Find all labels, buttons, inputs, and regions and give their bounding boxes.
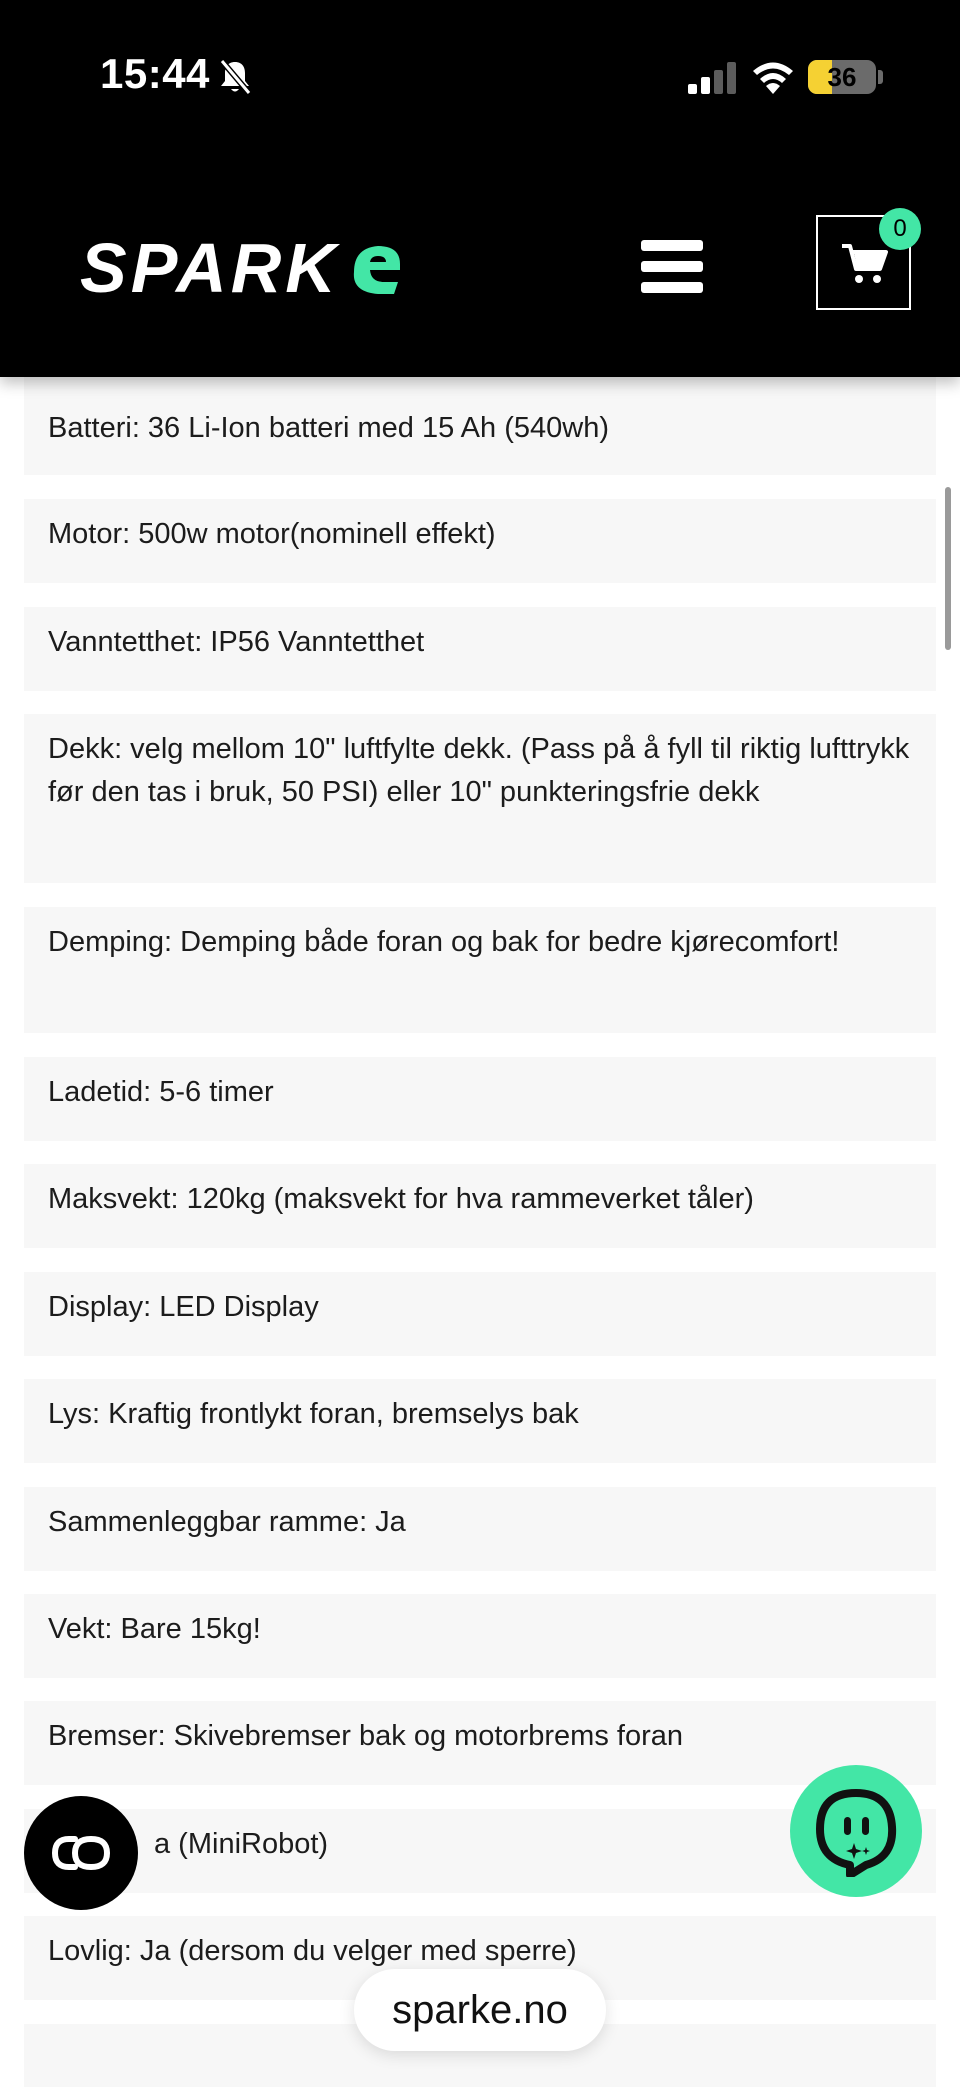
list-item: Maksvekt: 120kg (maksvekt for hva rammeverket tåler)	[24, 1164, 936, 1248]
hamburger-icon	[641, 240, 703, 251]
cellular-signal-icon	[688, 62, 736, 94]
battery-level-text: 36	[827, 62, 857, 92]
list-item: Dekk: velg mellom 10" luftfylte dekk. (Pass på å fyll til riktig lufttrykk før den tas i bruk, 50 PSI) eller 10" punkteringsfrie dekk	[24, 714, 936, 883]
list-item: Vekt: Bare 15kg!	[24, 1594, 936, 1678]
menu-button[interactable]	[641, 240, 703, 294]
address-bar-url[interactable]: sparke.no	[354, 1969, 606, 2051]
header-bar	[0, 0, 960, 377]
chat-bot-icon	[810, 1785, 902, 1877]
silent-bell-icon	[218, 58, 252, 96]
cart-count-badge: 0	[879, 208, 921, 250]
wifi-icon	[752, 60, 794, 94]
chat-bot-button[interactable]	[790, 1765, 922, 1897]
sparke-logo[interactable]	[80, 229, 406, 307]
list-item: a (MiniRobot)	[24, 1809, 936, 1893]
logo-accent-e	[346, 238, 406, 298]
cart-icon	[842, 243, 888, 285]
list-item: Bremser: Skivebremser bak og motorbrems foran	[24, 1701, 936, 1785]
co-floating-button[interactable]	[24, 1796, 138, 1910]
status-time: 15:44	[100, 50, 210, 97]
battery-tip	[878, 70, 883, 84]
list-item: Batteri: 36 Li-Ion batteri med 15 Ah (540wh)	[24, 377, 936, 475]
list-item: Vanntetthet: IP56 Vanntetthet	[24, 607, 936, 691]
list-item: Motor: 500w motor(nominell effekt)	[24, 499, 936, 583]
list-item: Lys: Kraftig frontlykt foran, bremselys bak	[24, 1379, 936, 1463]
hamburger-line	[641, 261, 703, 272]
list-item: Demping: Demping både foran og bak for bedre kjørecomfort!	[24, 907, 936, 1033]
list-item: Sammenleggbar ramme: Ja	[24, 1487, 936, 1571]
list-item: Ladetid: 5-6 timer	[24, 1057, 936, 1141]
scrollbar[interactable]	[945, 487, 951, 650]
hamburger-line	[641, 282, 703, 293]
battery-icon	[808, 60, 876, 94]
list-item: Display: LED Display	[24, 1272, 936, 1356]
list-item: Lovlig: Ja (dersom du velger med sperre)	[24, 1916, 936, 2000]
co-logo-icon	[51, 1831, 111, 1875]
logo-text: SPARK	[80, 229, 340, 307]
